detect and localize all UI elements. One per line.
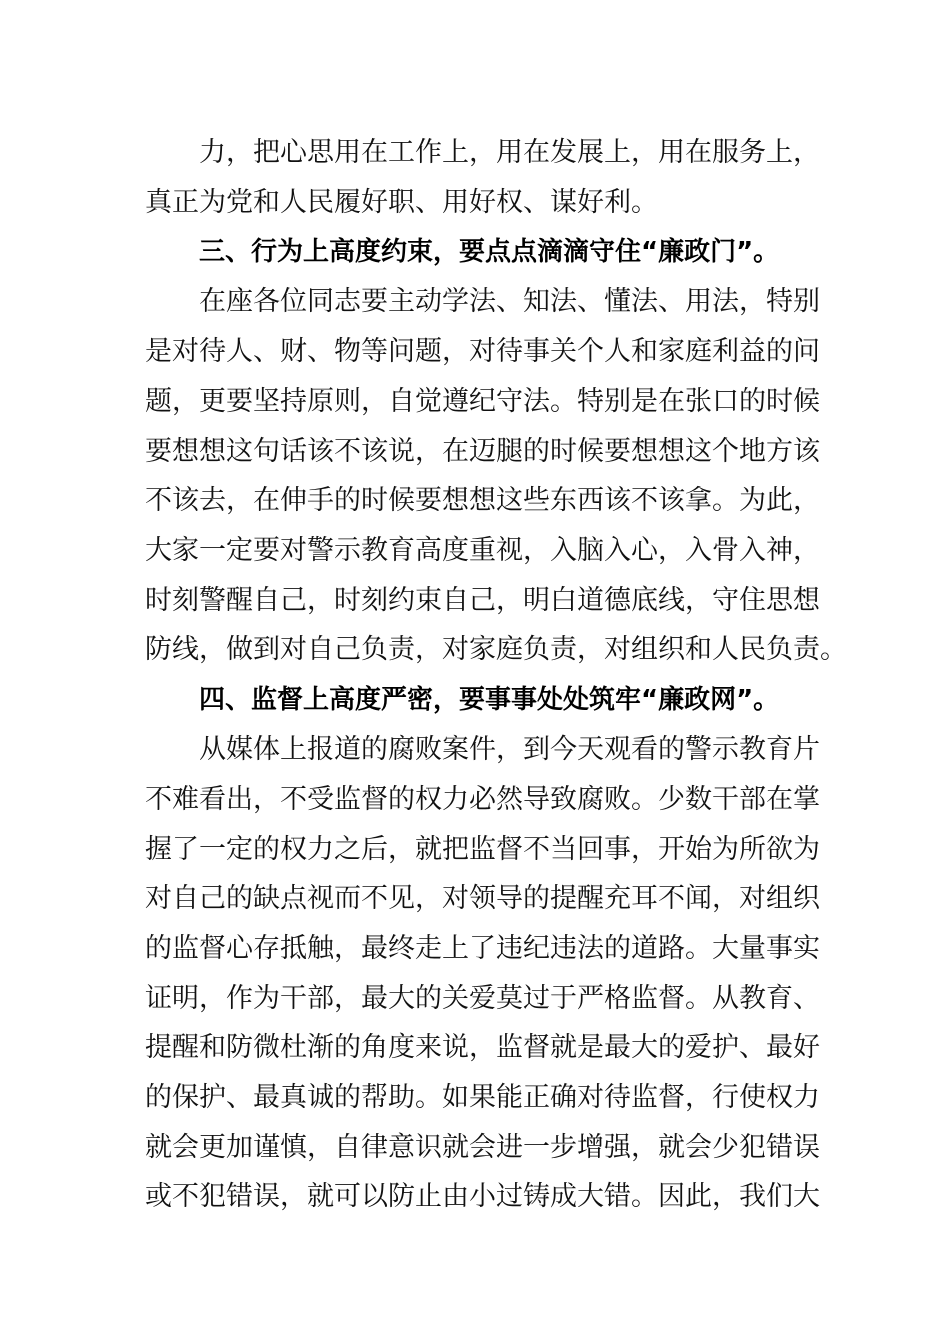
paragraph-line: 要想想这句话该不该说，在迈腿的时候要想想这个地方该 bbox=[145, 436, 820, 467]
paragraph-line: 从媒体上报道的腐败案件，到今天观看的警示教育片 bbox=[199, 734, 820, 765]
paragraph-line: 的保护、最真诚的帮助。如果能正确对待监督，行使权力 bbox=[145, 1082, 820, 1113]
paragraph-line: 的监督心存抵触，最终走上了违纪违法的道路。大量事实 bbox=[145, 933, 820, 964]
paragraph-line: 真正为党和人民履好职、用好权、谋好利。 bbox=[145, 187, 658, 218]
paragraph-line: 或不犯错误，就可以防止由小过铸成大错。因此，我们大 bbox=[145, 1181, 820, 1212]
paragraph-line: 力，把心思用在工作上，用在发展上，用在服务上， bbox=[199, 137, 820, 168]
paragraph-line: 对自己的缺点视而不见，对领导的提醒充耳不闻，对组织 bbox=[145, 883, 820, 914]
paragraph-line: 时刻警醒自己，时刻约束自己，明白道德底线，守住思想 bbox=[145, 585, 820, 616]
paragraph-line: 在座各位同志要主动学法、知法、懂法、用法，特别 bbox=[199, 286, 820, 317]
section-heading-3: 三、行为上高度约束，要点点滴滴守住“廉政门”。 bbox=[199, 237, 780, 267]
paragraph-line: 大家一定要对警示教育高度重视，入脑入心，入骨入神， bbox=[145, 535, 820, 566]
paragraph-line: 不该去，在伸手的时候要想想这些东西该不该拿。为此， bbox=[145, 485, 820, 516]
paragraph-line: 不难看出，不受监督的权力必然导致腐败。少数干部在掌 bbox=[145, 784, 820, 815]
paragraph-line: 就会更加谨慎，自律意识就会进一步增强，就会少犯错误 bbox=[145, 1132, 820, 1163]
paragraph-line: 是对待人、财、物等问题，对待事关个人和家庭利益的问 bbox=[145, 336, 820, 367]
paragraph-line: 防线，做到对自己负责，对家庭负责，对组织和人民负责。 bbox=[145, 634, 847, 665]
paragraph-line: 提醒和防微杜渐的角度来说，监督就是最大的爱护、最好 bbox=[145, 1032, 820, 1063]
paragraph-line: 证明，作为干部，最大的关爱莫过于严格监督。从教育、 bbox=[145, 983, 820, 1014]
paragraph-line: 题，更要坚持原则，自觉遵纪守法。特别是在张口的时候 bbox=[145, 386, 820, 417]
section-heading-4: 四、监督上高度严密，要事事处处筑牢“廉政网”。 bbox=[199, 685, 780, 715]
paragraph-line: 握了一定的权力之后，就把监督不当回事，开始为所欲为 bbox=[145, 834, 820, 865]
